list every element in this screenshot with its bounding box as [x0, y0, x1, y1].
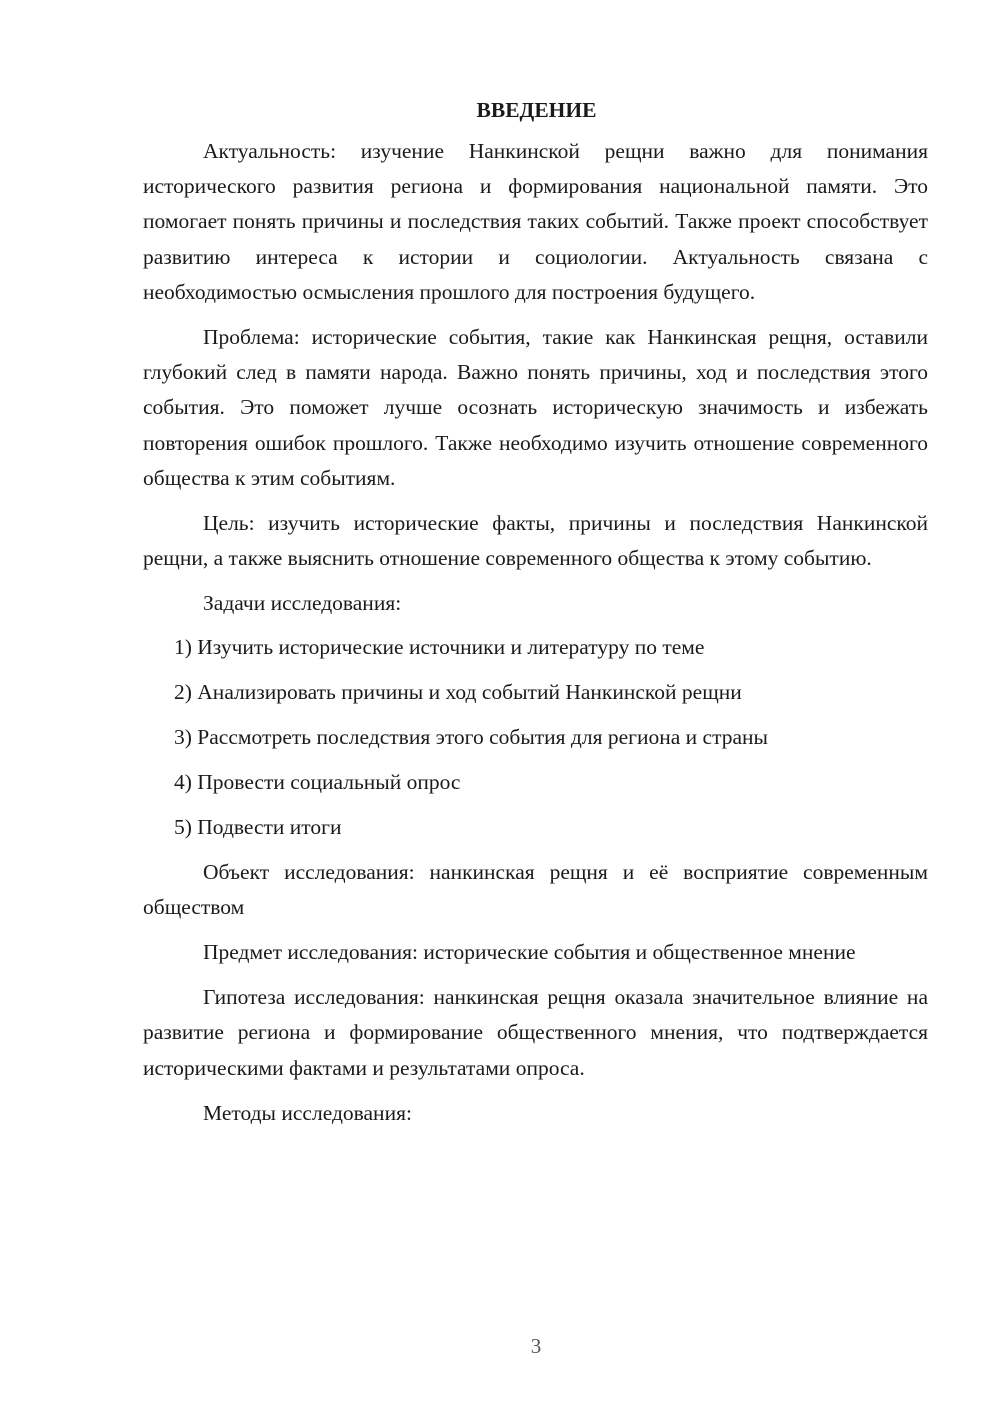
list-item: 4) Провести социальный опрос — [174, 769, 461, 794]
page-number: 3 — [530, 1334, 542, 1358]
paragraph-relevance: Актуальность: изучение Нанкинской рещни важно для понимания исторического развития региона и формирования национальной памяти. Это помогает понять причины и последствия таких событий. Также проект способствует развитию интереса к истории и социологии. Актуальность связана с необходимостью осмысления прошлого для построения будущего. — [143, 139, 928, 304]
paragraph-subject: Предмет исследования: исторические события и общественное мнение — [203, 940, 856, 965]
document-page — [143, 96, 928, 1141]
paragraph-problem: Проблема: исторические события, такие как Нанкинская рещня, оставили глубокий след в памяти народа. Важно понять причины, ход и последствия этого события. Это поможет лучше осознать историческую значимость и избежать повторения ошибок прошлого. Также необходимо изучить отношение современного общества к этим событиям. — [143, 325, 928, 490]
methods-heading: Методы исследования: — [203, 1100, 412, 1125]
paragraph-goal: Цель: изучить исторические факты, причины и последствия Нанкинской рещни, а также выяснить отношение современного общества к этому событию. — [143, 511, 928, 571]
list-item: 3) Рассмотреть последствия этого события для региона и страны — [174, 724, 768, 749]
list-item: 2) Анализировать причины и ход событий Нанкинской рещни — [174, 679, 742, 704]
tasks-heading: Задачи исследования: — [203, 591, 402, 616]
paragraph-object: Объект исследования: нанкинская рещня и её восприятие современным обществом — [143, 859, 928, 919]
paragraph-hypothesis: Гипотеза исследования: нанкинская рещня оказала значительное влияние на развитие региона и формирование общественного мнения, что подтверждается историческими фактами и результатами опроса. — [143, 985, 928, 1080]
list-item: 1) Изучить исторические источники и литературу по теме — [174, 634, 705, 659]
list-item: 5) Подвести итоги — [174, 814, 342, 839]
section-title: ВВЕДЕНИЕ — [476, 98, 597, 122]
tasks-list — [143, 630, 928, 845]
